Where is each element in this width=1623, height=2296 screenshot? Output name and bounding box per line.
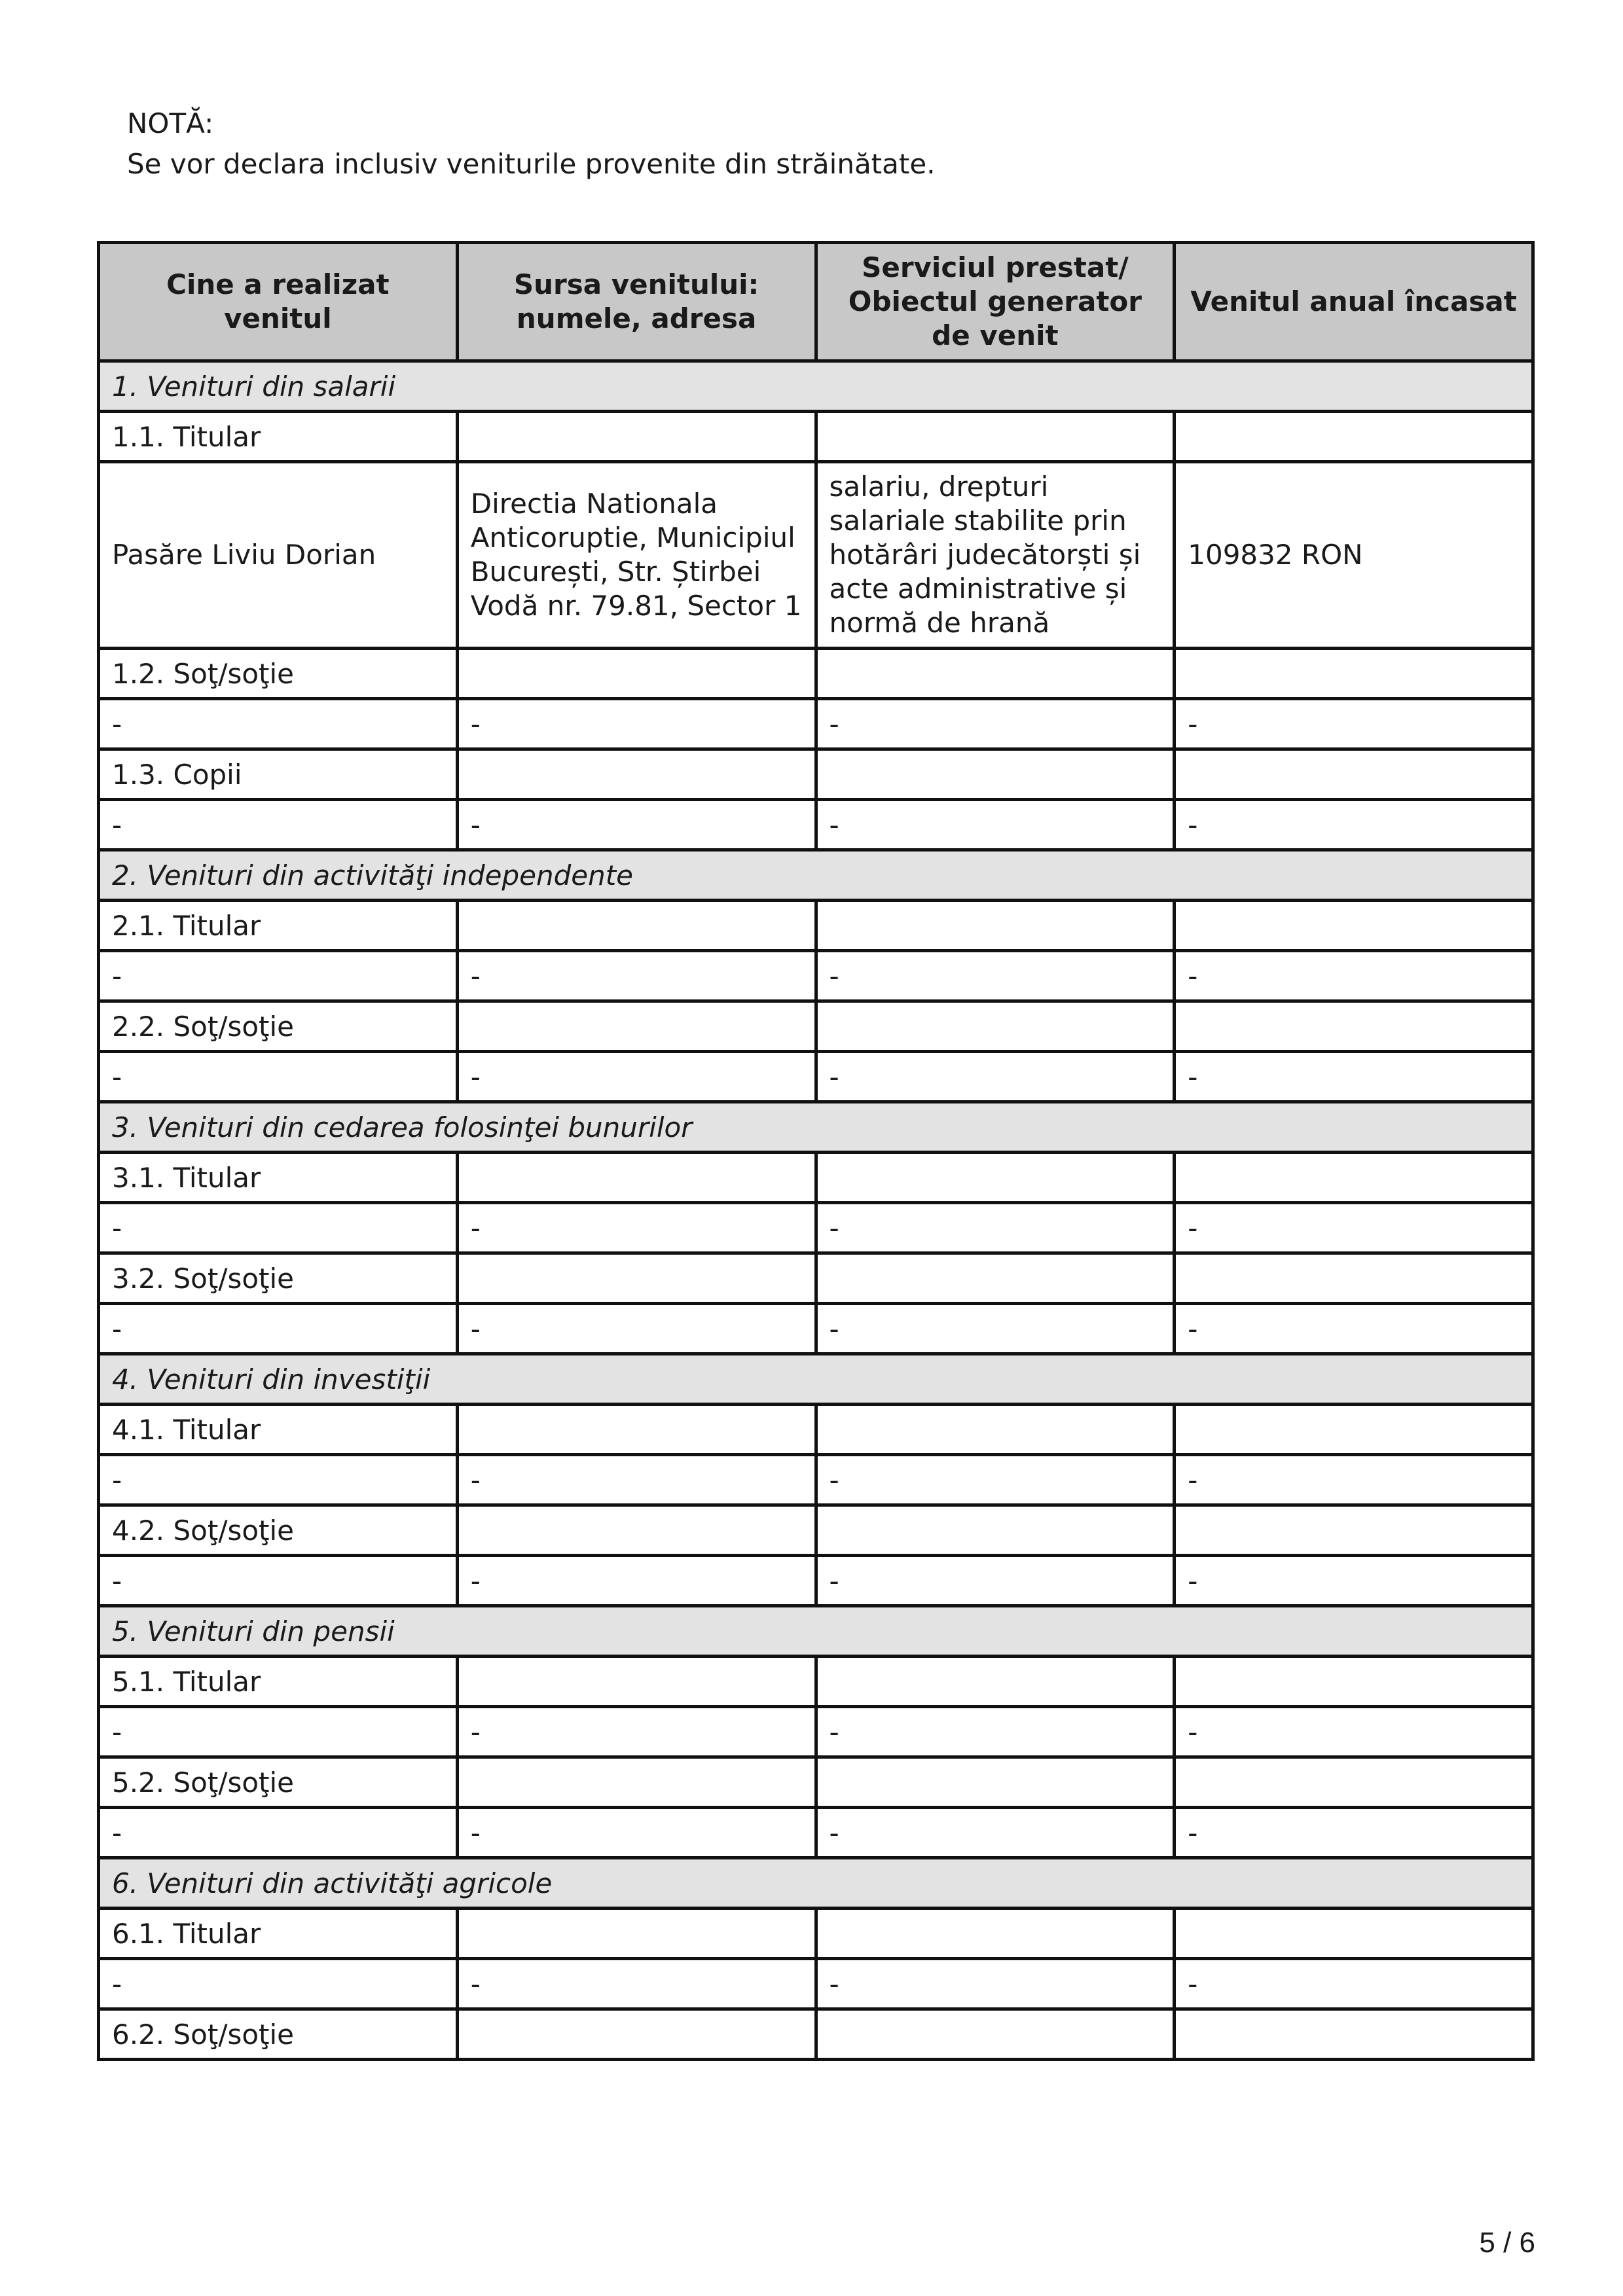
table-row xyxy=(99,2009,1533,2060)
header-cell: Serviciul prestat/ Obiectul generator de venit xyxy=(816,243,1175,361)
table-row xyxy=(99,1959,1533,2009)
table-cell: - xyxy=(816,1808,1175,1858)
table-cell: 4.2. Soţ/soţie xyxy=(99,1505,458,1556)
table-cell xyxy=(816,1001,1175,1052)
table-cell xyxy=(457,412,816,462)
header-cell: Cine a realizat venitul xyxy=(99,243,458,361)
table-row xyxy=(99,1757,1533,1808)
table-cell: - xyxy=(1175,1052,1533,1102)
table-cell: - xyxy=(816,1203,1175,1253)
table-cell: 2.1. Titular xyxy=(99,901,458,951)
table-cell: 1.2. Soţ/soţie xyxy=(99,649,458,699)
table-row xyxy=(99,1405,1533,1455)
table-cell: 5.1. Titular xyxy=(99,1657,458,1707)
page-number: 5 / 6 xyxy=(1479,2227,1535,2259)
table-cell: salariu, drepturi salariale stabilite prin hotărâri judecătorști și acte administrative și normă de hrană xyxy=(816,462,1175,649)
header-cell: Sursa venitului: numele, adresa xyxy=(457,243,816,361)
table-row xyxy=(99,1909,1533,1959)
table-cell: - xyxy=(457,1556,816,1606)
table-cell xyxy=(457,1405,816,1455)
table-cell: 5.2. Soţ/soţie xyxy=(99,1757,458,1808)
table-cell xyxy=(816,1405,1175,1455)
table-cell: 3.1. Titular xyxy=(99,1153,458,1203)
section-label: 2. Venituri din activităţi independente xyxy=(99,850,1533,901)
table-cell xyxy=(457,901,816,951)
section-row xyxy=(99,1102,1533,1153)
table-cell xyxy=(457,1153,816,1203)
table-row xyxy=(99,1455,1533,1505)
table-row xyxy=(99,412,1533,462)
table-cell: - xyxy=(457,1808,816,1858)
section-row xyxy=(99,361,1533,412)
note-label: NOTĂ: xyxy=(127,107,214,139)
table-row xyxy=(99,1153,1533,1203)
table-cell: - xyxy=(457,699,816,749)
table-cell xyxy=(1175,1757,1533,1808)
section-label: 6. Venituri din activităţi agricole xyxy=(99,1858,1533,1909)
table-cell xyxy=(457,1757,816,1808)
table-cell xyxy=(1175,749,1533,800)
table-cell xyxy=(1175,901,1533,951)
table-cell xyxy=(816,1757,1175,1808)
table-row xyxy=(99,1808,1533,1858)
table-cell: - xyxy=(457,1052,816,1102)
table-cell: - xyxy=(1175,1455,1533,1505)
table-cell xyxy=(1175,649,1533,699)
table-cell: - xyxy=(816,1959,1175,2009)
table-cell: - xyxy=(457,1304,816,1354)
table-cell: 1.3. Copii xyxy=(99,749,458,800)
table-cell: - xyxy=(99,1959,458,2009)
table-row xyxy=(99,1657,1533,1707)
table-row xyxy=(99,1253,1533,1304)
table-row xyxy=(99,951,1533,1001)
table-cell: - xyxy=(99,699,458,749)
section-row xyxy=(99,1606,1533,1657)
table-cell xyxy=(457,749,816,800)
section-label: 3. Venituri din cedarea folosinţei bunurilor xyxy=(99,1102,1533,1153)
table-cell xyxy=(457,1505,816,1556)
table-cell: - xyxy=(816,800,1175,850)
table-header-row xyxy=(99,243,1533,361)
table-cell: Pasăre Liviu Dorian xyxy=(99,462,458,649)
table-cell xyxy=(1175,1909,1533,1959)
note-block xyxy=(127,103,936,185)
section-row xyxy=(99,850,1533,901)
table-cell xyxy=(1175,1657,1533,1707)
table-cell xyxy=(457,2009,816,2060)
section-row xyxy=(99,1858,1533,1909)
table-cell: - xyxy=(816,1304,1175,1354)
table-cell: - xyxy=(816,1455,1175,1505)
table-body xyxy=(99,361,1533,2060)
section-row xyxy=(99,1354,1533,1405)
table-cell: - xyxy=(457,1707,816,1757)
table-row xyxy=(99,1203,1533,1253)
table-cell: - xyxy=(457,1959,816,2009)
table-row xyxy=(99,1556,1533,1606)
table-cell: - xyxy=(99,1203,458,1253)
header-cell: Venitul anual încasat xyxy=(1175,243,1533,361)
table-cell xyxy=(1175,2009,1533,2060)
table-cell: - xyxy=(1175,1203,1533,1253)
section-label: 5. Venituri din pensii xyxy=(99,1606,1533,1657)
table-cell xyxy=(816,901,1175,951)
table-cell: - xyxy=(99,951,458,1001)
table-cell xyxy=(1175,412,1533,462)
section-label: 1. Venituri din salarii xyxy=(99,361,1533,412)
table-cell: - xyxy=(457,1203,816,1253)
table-cell: - xyxy=(99,1304,458,1354)
table-row xyxy=(99,699,1533,749)
table-cell: - xyxy=(1175,1707,1533,1757)
table-row xyxy=(99,649,1533,699)
table-cell: 2.2. Soţ/soţie xyxy=(99,1001,458,1052)
table-cell xyxy=(1175,1253,1533,1304)
table-cell xyxy=(457,649,816,699)
table-cell xyxy=(816,412,1175,462)
table-cell: - xyxy=(99,1707,458,1757)
table-cell xyxy=(457,1253,816,1304)
table-cell: - xyxy=(816,951,1175,1001)
table-cell: - xyxy=(816,699,1175,749)
table-cell: - xyxy=(99,1808,458,1858)
table-cell: - xyxy=(816,1556,1175,1606)
table-cell xyxy=(816,1253,1175,1304)
table-cell: - xyxy=(457,951,816,1001)
table-row xyxy=(99,1052,1533,1102)
table-cell xyxy=(816,1153,1175,1203)
table-cell xyxy=(816,1657,1175,1707)
table-cell xyxy=(457,1001,816,1052)
table-cell: - xyxy=(1175,699,1533,749)
table-cell: 6.2. Soţ/soţie xyxy=(99,2009,458,2060)
table-cell: - xyxy=(1175,1304,1533,1354)
table-cell: 6.1. Titular xyxy=(99,1909,458,1959)
table-cell: 4.1. Titular xyxy=(99,1405,458,1455)
table-cell: - xyxy=(1175,1959,1533,2009)
income-table xyxy=(97,241,1535,2061)
table-cell xyxy=(457,1909,816,1959)
table-row xyxy=(99,1505,1533,1556)
table-cell xyxy=(1175,1505,1533,1556)
table-cell xyxy=(816,2009,1175,2060)
table-cell xyxy=(816,649,1175,699)
table-cell: Directia Nationala Anticoruptie, Municipiul București, Str. Știrbei Vodă nr. 79.81, Sector 1 xyxy=(457,462,816,649)
table-cell xyxy=(457,1657,816,1707)
table-cell xyxy=(1175,1001,1533,1052)
note-text: Se vor declara inclusiv veniturile provenite din străinătate. xyxy=(127,148,936,180)
table-cell xyxy=(1175,1405,1533,1455)
table-cell: - xyxy=(1175,1808,1533,1858)
table-cell: - xyxy=(816,1707,1175,1757)
table-cell: - xyxy=(816,1052,1175,1102)
table-cell: 3.2. Soţ/soţie xyxy=(99,1253,458,1304)
table-cell: - xyxy=(99,1556,458,1606)
table-cell: 109832 RON xyxy=(1175,462,1533,649)
table-cell xyxy=(1175,1153,1533,1203)
table-row xyxy=(99,749,1533,800)
table-cell xyxy=(816,1909,1175,1959)
table-row xyxy=(99,901,1533,951)
section-label: 4. Venituri din investiţii xyxy=(99,1354,1533,1405)
table-row xyxy=(99,462,1533,649)
table-cell: - xyxy=(99,800,458,850)
table-cell xyxy=(816,1505,1175,1556)
table-cell: - xyxy=(99,1455,458,1505)
table-cell: - xyxy=(1175,1556,1533,1606)
table-row xyxy=(99,1304,1533,1354)
table-cell: - xyxy=(457,1455,816,1505)
table-cell: - xyxy=(99,1052,458,1102)
table-cell: 1.1. Titular xyxy=(99,412,458,462)
table-cell: - xyxy=(1175,800,1533,850)
table-cell xyxy=(816,749,1175,800)
table-row xyxy=(99,800,1533,850)
table-row xyxy=(99,1707,1533,1757)
table-cell: - xyxy=(1175,951,1533,1001)
table-row xyxy=(99,1001,1533,1052)
table-cell: - xyxy=(457,800,816,850)
